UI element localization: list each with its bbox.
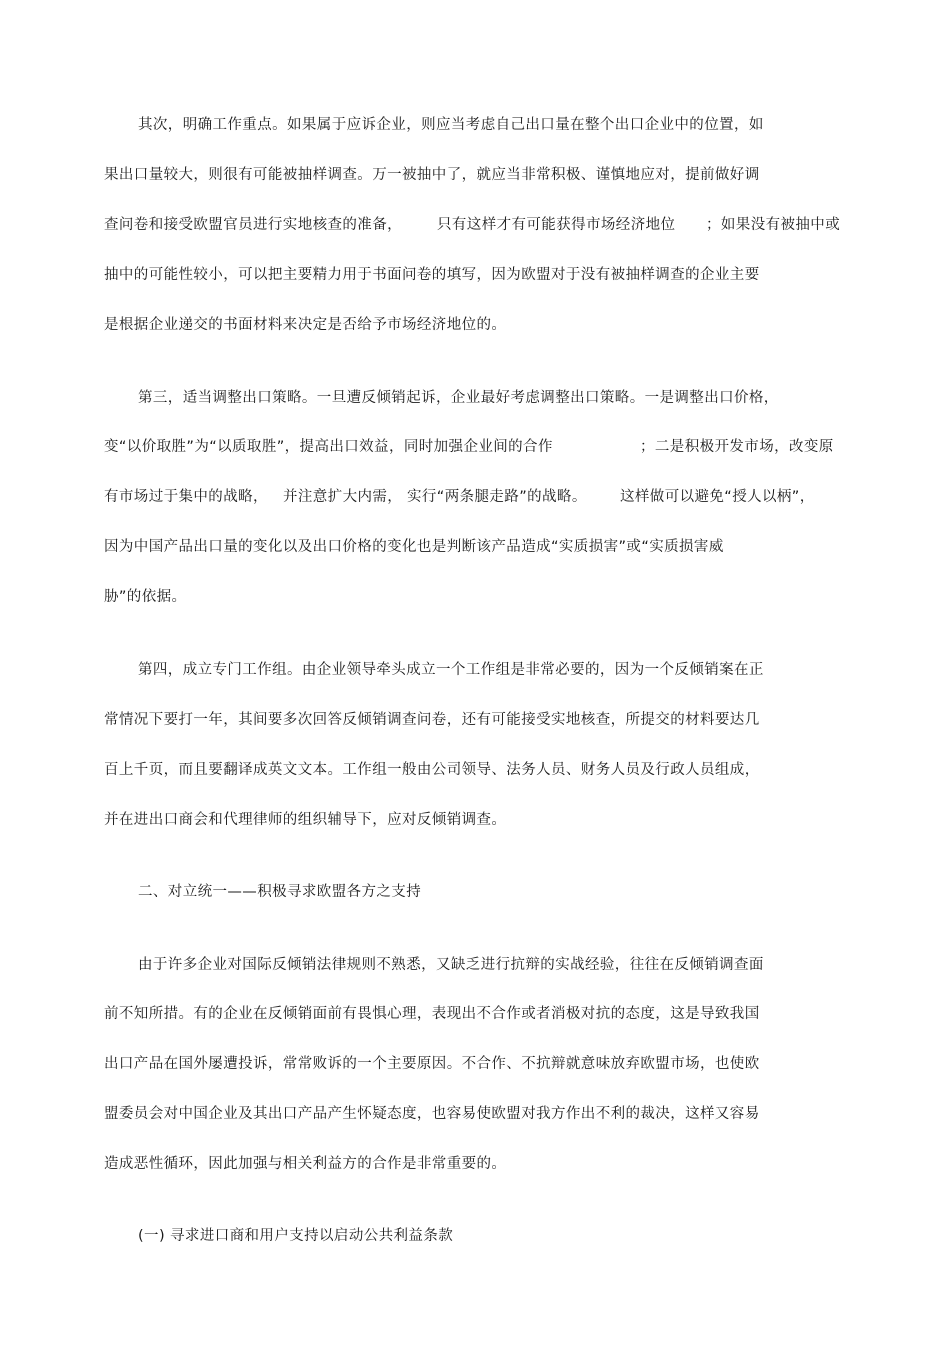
text-line: 盟委员会对中国企业及其出口产品产生怀疑态度，也容易使欧盟对我方作出不利的裁决，这样又容易 <box>104 1106 760 1122</box>
text-line: 其次，明确工作重点。如果属于应诉企业，则应当考虑自己出口量在整个出口企业中的位置，如 <box>138 117 764 133</box>
text-line: 第四，成立专门工作组。由企业领导牵头成立一个工作组是非常必要的，因为一个反倾销案在正 <box>138 662 764 678</box>
section-heading: 二、对立统一——积极寻求欧盟各方之支持 <box>138 884 422 900</box>
text-line: ；二是积极开发市场，改变原 <box>640 439 834 455</box>
text-line: 由于许多企业对国际反倾销法律规则不熟悉，又缺乏进行抗辩的实战经验，往往在反倾销调查面 <box>138 957 764 973</box>
text-line: 只有这样才有可能获得市场经济地位 <box>437 217 676 233</box>
text-line: 变“以价取胜”为“以质取胜”，提高出口效益，同时加强企业间的合作 <box>104 439 553 455</box>
text-line: 常情况下要打一年，其间要多次回答反倾销调查问卷，还有可能接受实地核查，所提交的材料要达几 <box>104 712 760 728</box>
text-line: 第三，适当调整出口策略。一旦遭反倾销起诉，企业最好考虑调整出口策略。一是调整出口价格， <box>138 390 779 406</box>
text-line: 有市场过于集中的战略， <box>104 489 268 505</box>
text-line: 实行“两条腿走路”的战略。 <box>407 489 587 505</box>
text-line: ；如果没有被抽中或 <box>706 217 841 233</box>
text-line: 前不知所措。有的企业在反倾销面前有畏惧心理，表现出不合作或者消极对抗的态度，这是导致我国 <box>104 1006 760 1022</box>
text-line: 并注意扩大内需， <box>283 489 403 505</box>
text-line: 出口产品在国外屡遭投诉，常常败诉的一个主要原因。不合作、不抗辩就意味放弃欧盟市场，也使欧 <box>104 1056 760 1072</box>
text-line: 并在进出口商会和代理律师的组织辅导下，应对反倾销调查。 <box>104 812 507 828</box>
text-line: 百上千页，而且要翻译成英文文本。工作组一般由公司领导、法务人员、财务人员及行政人员组成， <box>104 762 760 778</box>
text-line: 因为中国产品出口量的变化以及出口价格的变化也是判断该产品造成“实质损害”或“实质损害威 <box>104 539 724 555</box>
text-line: 这样做可以避免“授人以柄”， <box>620 489 815 505</box>
text-line: 抽中的可能性较小，可以把主要精力用于书面问卷的填写，因为欧盟对于没有被抽样调查的企业主要 <box>104 267 760 283</box>
text-line: 胁”的依据。 <box>104 589 187 605</box>
subsection-heading: (一) 寻求进口商和用户支持以启动公共利益条款 <box>138 1228 454 1244</box>
text-line: 果出口量较大，则很有可能被抽样调查。万一被抽中了，就应当非常积极、谨慎地应对，提前做好调 <box>104 167 760 183</box>
text-line: 造成恶性循环，因此加强与相关利益方的合作是非常重要的。 <box>104 1156 507 1172</box>
text-line: 查问卷和接受欧盟官员进行实地核查的准备， <box>104 217 402 233</box>
text-line: 是根据企业递交的书面材料来决定是否给予市场经济地位的。 <box>104 317 507 333</box>
